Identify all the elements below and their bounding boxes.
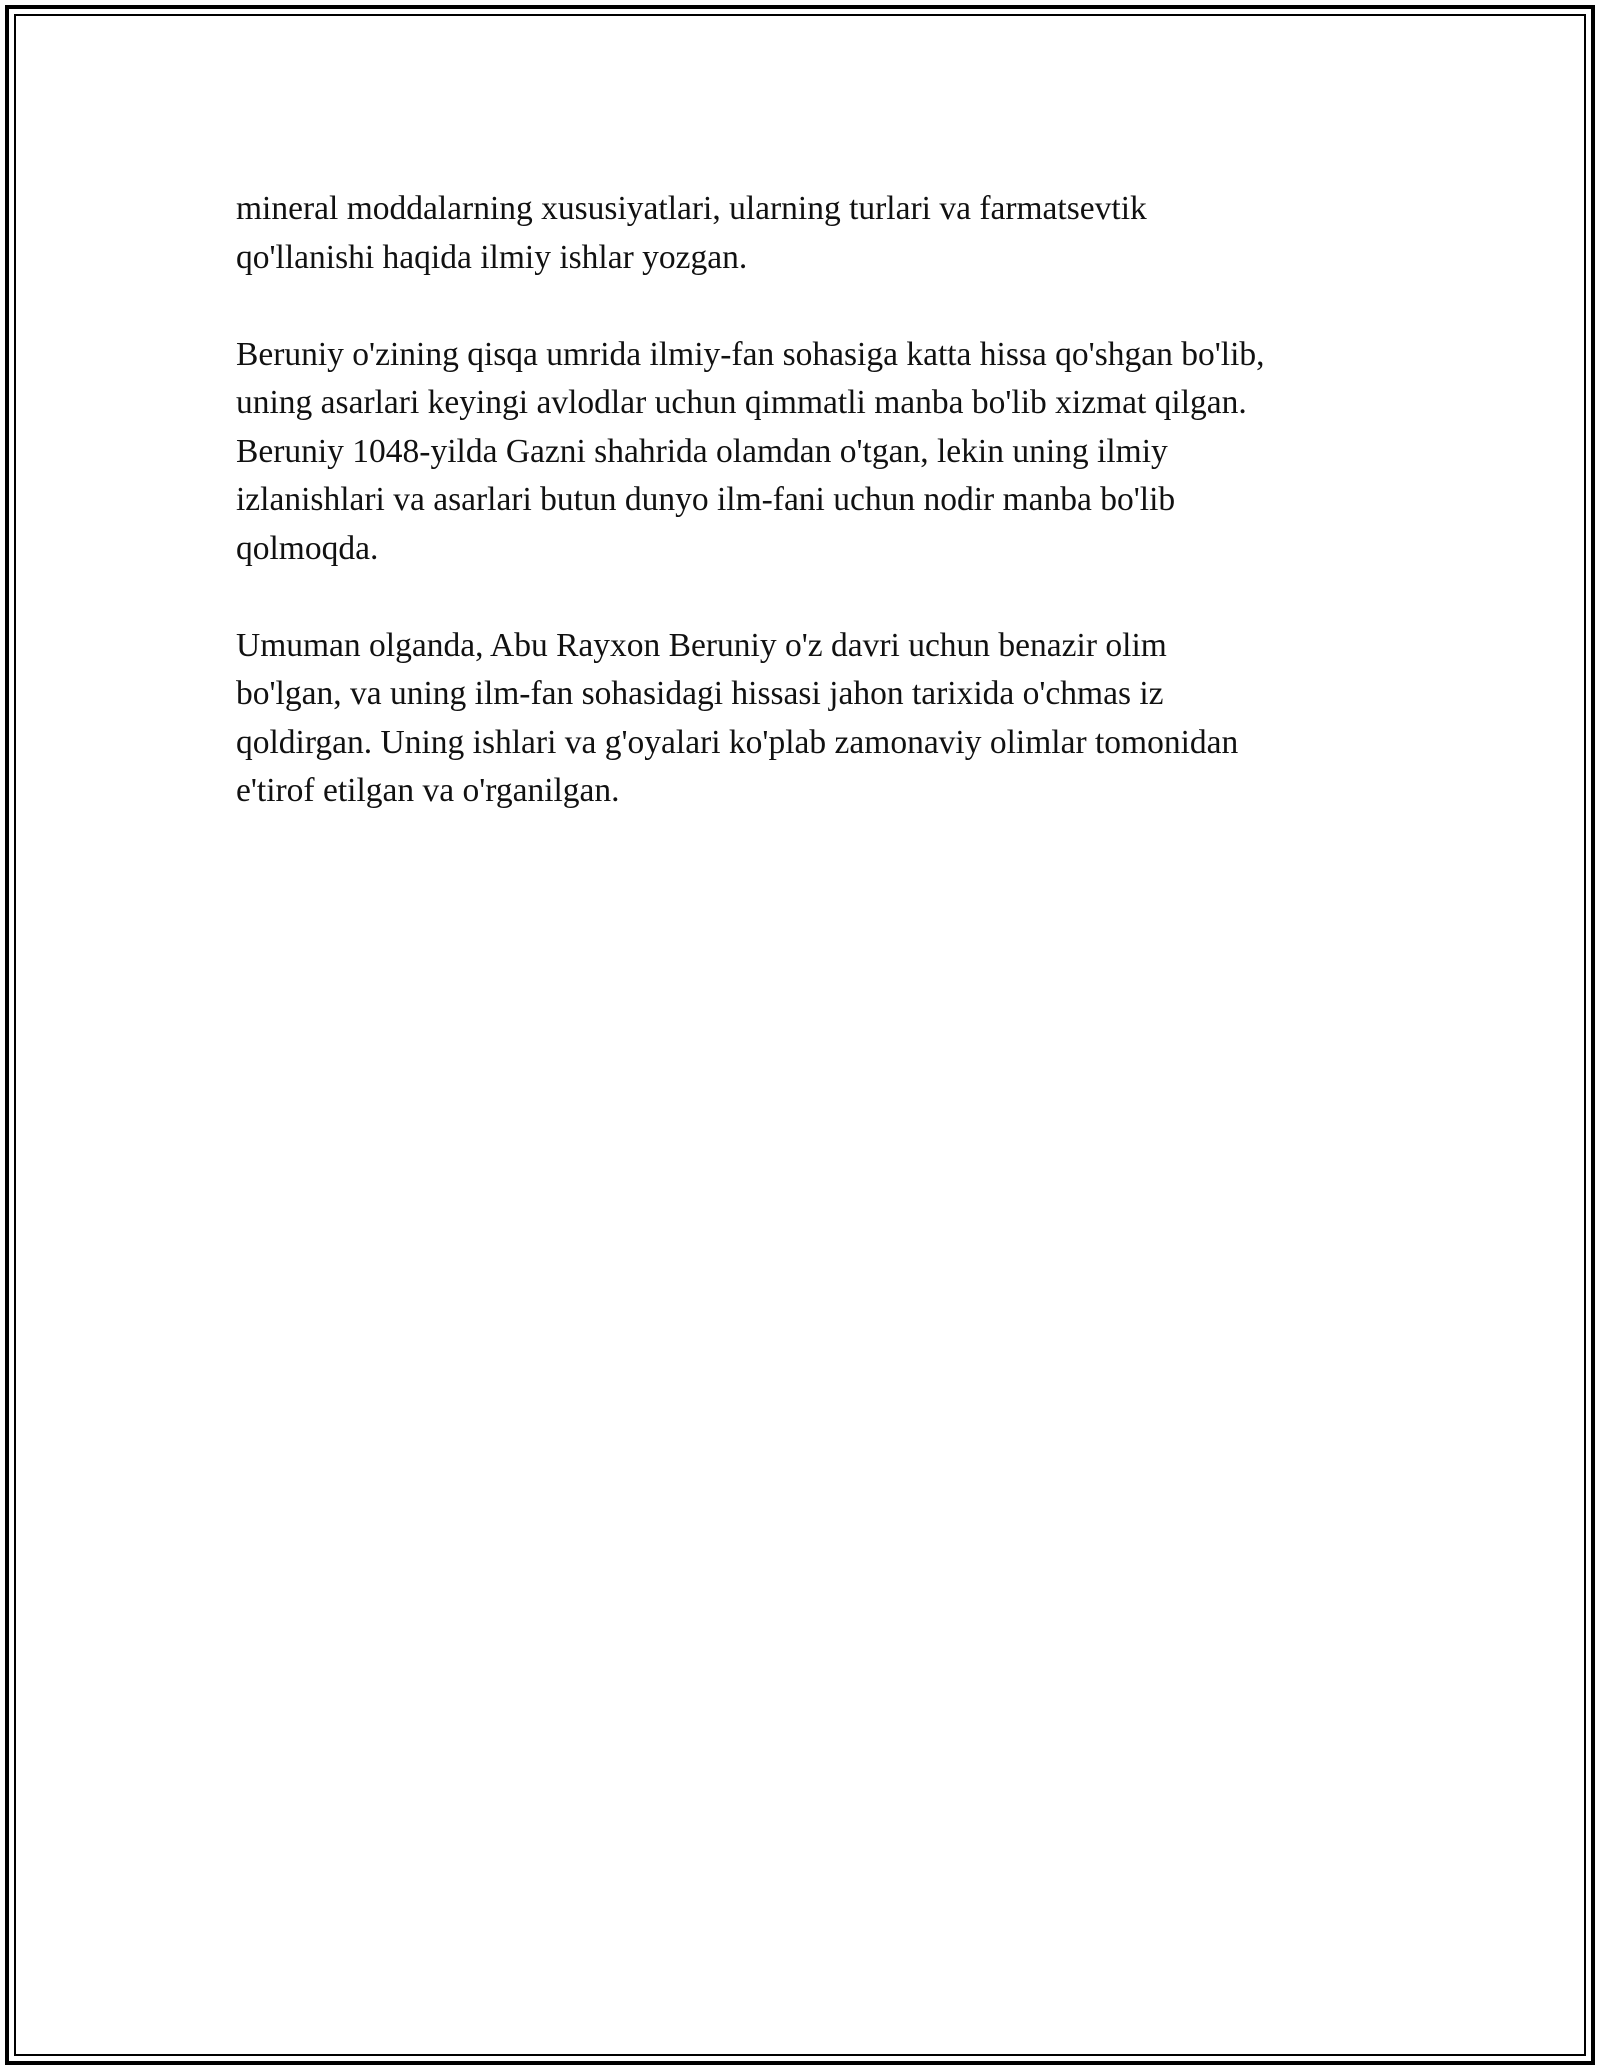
paragraph-line: Umuman olganda, Abu Rayxon Beruniy o'z davri uchun benazir olim xyxy=(236,626,1167,664)
paragraph-line: mineral moddalarning xususiyatlari, ularning turlari va farmatsevtik xyxy=(236,190,1147,227)
paragraph-line: Beruniy 1048-yilda Gazni shahrida olamdan o'tgan, lekin uning ilmiy xyxy=(236,432,1168,470)
paragraph-line: izlanishlari va asarlari butun dunyo ilm-fani uchun nodir manba bo'lib xyxy=(236,481,1176,518)
document-body xyxy=(236,185,1396,864)
paragraph-line: uning asarlari keyingi avlodlar uchun qimmatli manba bo'lib xizmat qilgan. xyxy=(236,384,1247,421)
paragraph-1 xyxy=(236,185,1396,282)
paragraph-3 xyxy=(236,622,1396,816)
paragraph-line: e'tirof etilgan va o'rganilgan. xyxy=(236,772,620,809)
paragraph-line: Beruniy o'zining qisqa umrida ilmiy-fan sohasiga katta hissa qo'shgan bo'lib, xyxy=(236,335,1265,373)
paragraph-line: bo'lgan, va uning ilm-fan sohasidagi hissasi jahon tarixida o'chmas iz xyxy=(236,675,1164,712)
paragraph-line: qo'llanishi haqida ilmiy ishlar yozgan. xyxy=(236,238,748,276)
paragraph-line: qolmoqda. xyxy=(236,529,379,567)
paragraph-line: qoldirgan. Uning ishlari va g'oyalari ko'plab zamonaviy olimlar tomonidan xyxy=(236,723,1239,761)
paragraph-2 xyxy=(236,331,1396,574)
